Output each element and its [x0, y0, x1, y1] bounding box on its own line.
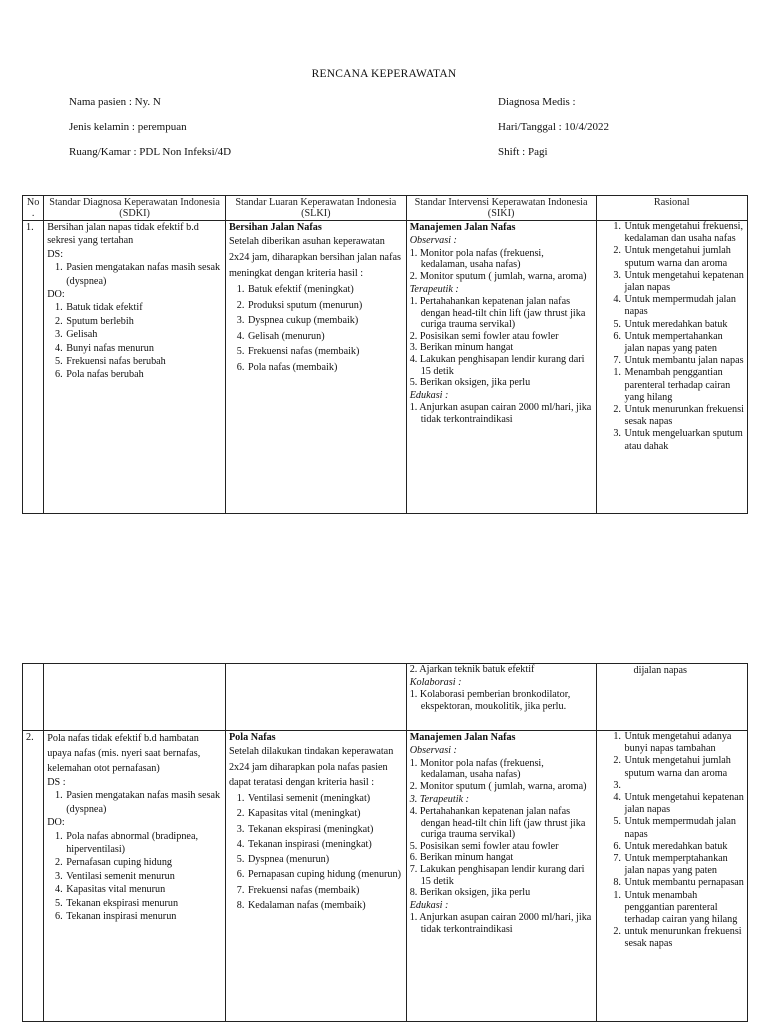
table-row [23, 221, 748, 514]
list-item: 6. Berikan minum hangat [409, 852, 514, 864]
header-slki: Standar Luaran Keperawatan Indonesia (SLKI) [225, 196, 406, 221]
list-item: 1. Untuk mengetahui frekuensi, kedalaman dan usaha nafas [624, 221, 744, 245]
header-no: No . [23, 196, 44, 221]
care-plan-table-part1 [22, 195, 748, 514]
list-item: 2. Untuk mengetahui jumlah sputum warna dan aroma [624, 245, 744, 269]
list-item: 1. Pasien mengatakan nafas masih sesak (dyspnea) [65, 261, 222, 288]
list-item: 6. Untuk meredahkan batuk [624, 841, 744, 853]
care-plan-table-part2 [22, 663, 748, 1022]
list-item: 8. Kedalaman nafas (membaik) [247, 898, 403, 913]
list-item: 4. Tekanan inspirasi (meningkat) [247, 837, 403, 852]
table-row [23, 731, 748, 1022]
list-item: 3. Untuk mengetahui kepatenan jalan napas [624, 270, 744, 294]
list-item: 1. Batuk tidak efektif [65, 301, 222, 314]
list-item: 4. Untuk mempermudah jalan napas [624, 294, 744, 318]
document-title: RENCANA KEPERAWATAN [311, 68, 457, 80]
list-item: 4. Kapasitas vital menurun [65, 883, 222, 896]
table-row [23, 664, 748, 731]
list-item: 2. untuk menurunkan frekuensi sesak napas [624, 926, 744, 950]
list-item: 1. Ventilasi semenit (meningkat) [247, 791, 403, 806]
list-item: 2. Posisikan semi fowler atau fowler [409, 330, 559, 342]
list-item: 2. Monitor sputum ( jumlah, warna, aroma) [409, 271, 587, 282]
edukasi-label: Edukasi : [409, 899, 449, 911]
list-item: 4. Gelisah (menurun) [247, 329, 403, 345]
list-item: 4. Lakukan penghisapan lendir kurang dari 15 detik [409, 353, 585, 377]
list-item: 5. Frekuensi nafas berubah [65, 355, 222, 368]
list-item: 3. Dyspnea cukup (membaik) [247, 313, 403, 329]
list-item: 7. Untuk membantu jalan napas [624, 355, 744, 367]
header-siki: Standar Intervensi Keperawatan Indonesia (SIKI) [406, 196, 596, 221]
kolaborasi-label: Kolaborasi : [409, 676, 462, 688]
list-item: 1. Monitor pola nafas (frekuensi, kedalaman, usaha nafas) [409, 247, 544, 271]
row-number: 1. [26, 222, 34, 233]
list-item: 6. Tekanan inspirasi menurun [65, 910, 222, 923]
list-item: 5. Untuk meredahkan batuk [624, 319, 744, 331]
sdki-cell [47, 221, 222, 513]
list-item: 1. Anjurkan asupan cairan 2000 ml/hari, jika tidak terkontraindikasi [409, 912, 592, 935]
ds-list [47, 261, 222, 288]
rasional-cell [600, 221, 744, 513]
list-item: 2. Ajarkan teknik batuk efektif [409, 664, 535, 675]
list-item: 1. Untuk menambah penggantian parenteral terhadap cairan yang hilang [624, 890, 744, 927]
header-sdki: Standar Diagnosa Keperawatan Indonesia (SDKI) [44, 196, 226, 221]
list-item: 3. Tekanan ekspirasi (meningkat) [247, 822, 403, 837]
list-item: 6. Pola nafas berubah [65, 368, 222, 381]
list-item: 5. Posisikan semi fowler atau fowler [409, 840, 559, 852]
list-item: 6. Untuk mempertahankan jalan napas yang paten [624, 331, 744, 355]
ds-label: DS: [47, 248, 64, 260]
list-item: 2. Kapasitas vital (meningkat) [247, 806, 403, 821]
list-item: 6. Pernapasan cuping hidung (menurun) [247, 867, 403, 882]
terapeutik-label: 3. Terapeutik : [409, 793, 470, 805]
observasi-label: Observasi : [409, 235, 457, 247]
slki-cell [229, 731, 403, 1021]
siki-title: Manajemen Jalan Nafas [409, 222, 516, 233]
list-item: 6. Pola nafas (membaik) [247, 360, 403, 376]
observasi-label: Observasi : [409, 745, 457, 757]
siki-title: Manajemen Jalan Nafas [409, 732, 516, 743]
rasional-list-a [600, 221, 744, 367]
list-item: 1. Monitor pola nafas (frekuensi, kedalaman, usaha nafas) [409, 757, 544, 781]
slki-cell [229, 221, 403, 513]
slki-intro: Setelah diberikan asuhan keperawatan 2x24 jam, diharapkan bersihan jalan nafas meningkat dengan kriteria hasil : [228, 236, 401, 280]
list-item: 1. Pertahahankan kepatenan jalan nafas dengan head-tilt chin lift (jaw thrust jika curiga trauma servikal) [409, 296, 586, 331]
list-item: 3. Ventilasi semenit menurun [65, 870, 222, 883]
do-label: DO: [47, 817, 65, 829]
do-label: DO: [47, 289, 65, 301]
rasional-continued: dijalan napas [633, 665, 687, 676]
list-item: 5. Berikan oksigen, jika perlu [409, 377, 531, 389]
list-item: 8. Untuk membantu pernapasan [624, 877, 744, 889]
ds-list [47, 789, 222, 816]
list-item: 3. Gelisah [65, 328, 222, 341]
list-item: 1. Untuk mengetahui adanya bunyi napas tambahan [624, 731, 744, 755]
do-list [47, 301, 222, 381]
list-item: 1. Pasien mengatakan nafas masih sesak (dyspnea) [65, 789, 222, 816]
list-item: 5. Tekanan ekspirasi menurun [65, 897, 222, 910]
ds-label: DS : [47, 777, 66, 788]
sdki-cell [47, 731, 222, 1021]
list-item: 2. Produksi sputum (menurun) [247, 298, 403, 314]
diagnosis-text: Bersihan jalan napas tidak efektif b.d sekresi yang tertahan [47, 222, 199, 247]
list-item: 7. Lakukan penghisapan lendir kurang dari 15 detik [409, 863, 585, 887]
list-item: 1. Pola nafas abnormal (bradipnea, hiperventilasi) [65, 830, 222, 857]
list-item [624, 780, 744, 792]
list-item: 2. Sputum berlebih [65, 315, 222, 328]
slki-list [229, 791, 403, 913]
rasional-cell [600, 731, 744, 1021]
list-item: 1. Batuk efektif (meningkat) [247, 282, 403, 298]
row-number: 2. [26, 732, 34, 743]
list-item: 5. Untuk mempermudah jalan napas [624, 816, 744, 840]
patient-gender: Jenis kelamin : perempuan [69, 121, 187, 133]
table-header-row [23, 196, 748, 221]
header-rasional: Rasional [596, 196, 747, 221]
list-item: 8. Berikan oksigen, jika perlu [409, 887, 531, 899]
list-item: 2. Untuk menurunkan frekuensi sesak napas [624, 404, 744, 428]
rasional-list-b [600, 367, 744, 452]
diagnosis-text: Pola nafas tidak efektif b.d hambatan upaya nafas (mis. nyeri saat bernafas, kelemahan otot pernafasan) [47, 733, 201, 774]
shift: Shift : Pagi [498, 146, 548, 158]
siki-cell-continued [410, 664, 593, 730]
slki-intro: Setelah dilakukan tindakan keperawatan 2x24 jam diharapkan pola nafas pasien dapat teratasi dengan kriteria hasil : [228, 746, 394, 789]
list-item: 7. Untuk memperptahankan jalan napas yang paten [624, 853, 744, 877]
list-item: 5. Dyspnea (menurun) [247, 852, 403, 867]
rasional-list-a [600, 731, 744, 890]
list-item: 2. Monitor sputum ( jumlah, warna, aroma) [409, 781, 587, 792]
day-date: Hari/Tanggal : 10/4/2022 [498, 121, 610, 133]
rasional-list-b [600, 890, 744, 951]
list-item: 3. Untuk mengeluarkan sputum atau dahak [624, 428, 744, 452]
list-item: 1. Anjurkan asupan cairan 2000 ml/hari, jika tidak terkontraindikasi [409, 402, 592, 425]
patient-room: Ruang/Kamar : PDL Non Infeksi/4D [69, 146, 232, 158]
medical-diagnosis: Diagnosa Medis : [498, 96, 576, 108]
list-item: 3. Berikan minum hangat [409, 342, 514, 354]
list-item: 4. Bunyi nafas menurun [65, 342, 222, 355]
siki-cell [410, 731, 593, 1021]
list-item: 4. Untuk mengetahui kepatenan jalan napas [624, 792, 744, 816]
do-list [47, 830, 222, 924]
list-item: 2. Pernafasan cuping hidung [65, 856, 222, 869]
terapeutik-label: Terapeutik : [409, 283, 459, 295]
list-item: 5. Frekuensi nafas (membaik) [247, 344, 403, 360]
list-item: 7. Frekuensi nafas (membaik) [247, 883, 403, 898]
list-item: 4. Pertahahankan kepatenan jalan nafas dengan head-tilt chin lift (jaw thrust jika curiga trauma servikal) [409, 806, 586, 841]
slki-title: Bersihan Jalan Nafas [228, 222, 322, 233]
list-item: 1. Kolaborasi pemberian bronkodilator, ekspektoran, moukolitik, jika perlu. [409, 689, 571, 712]
patient-name: Nama pasien : Ny. N [69, 96, 161, 108]
slki-title: Pola Nafas [228, 732, 276, 743]
list-item: 2. Untuk mengetahui jumlah sputum warna dan aroma [624, 755, 744, 779]
edukasi-label: Edukasi : [409, 389, 449, 401]
siki-cell [410, 221, 593, 513]
slki-list [229, 282, 403, 375]
list-item: 1. Menambah penggantian parenteral terhadap cairan yang hilang [624, 367, 744, 404]
